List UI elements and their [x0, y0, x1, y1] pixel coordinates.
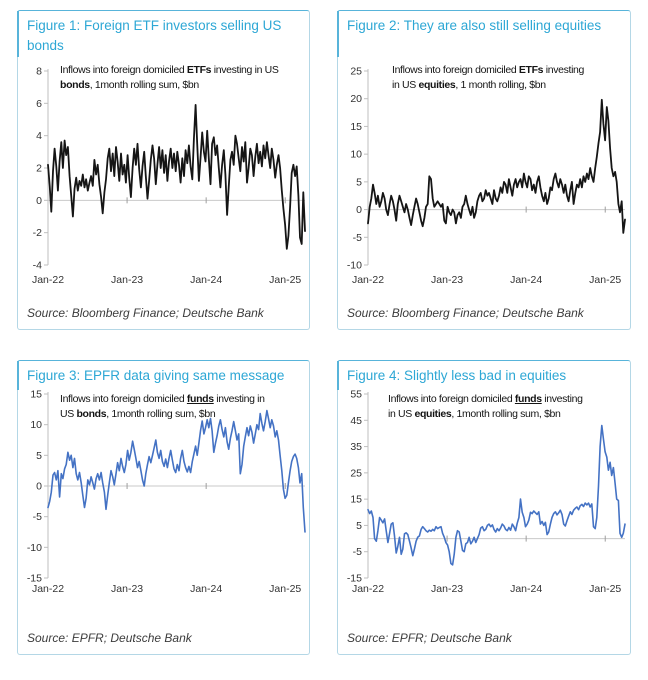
svg-text:Jan-23: Jan-23 [431, 274, 464, 286]
svg-text:15: 15 [350, 493, 362, 506]
svg-text:6: 6 [36, 97, 42, 110]
svg-text:-5: -5 [352, 546, 362, 559]
figure-4-source: Source: EPFR; Deutsche Bank [347, 631, 512, 645]
svg-text:0: 0 [36, 480, 42, 493]
svg-text:35: 35 [350, 441, 362, 454]
svg-text:Jan-22: Jan-22 [351, 583, 385, 595]
svg-text:Jan-25: Jan-25 [269, 274, 302, 286]
svg-text:Jan-24: Jan-24 [510, 583, 543, 595]
svg-text:25: 25 [350, 65, 362, 78]
svg-text:Jan-22: Jan-22 [31, 583, 65, 595]
svg-text:15: 15 [30, 390, 42, 401]
figure-1-title [17, 11, 309, 57]
svg-text:Jan-23: Jan-23 [111, 583, 144, 595]
svg-text:-10: -10 [26, 541, 42, 554]
svg-text:25: 25 [350, 467, 362, 480]
svg-text:-5: -5 [32, 511, 42, 524]
svg-text:Jan-23: Jan-23 [431, 583, 464, 595]
svg-text:-5: -5 [352, 231, 362, 244]
figure-1-source: Source: Bloomberg Finance; Deutsche Bank [27, 306, 264, 320]
svg-text:Jan-22: Jan-22 [31, 274, 65, 286]
figure-4-subtitle: Inflows into foreign domiciled funds investing in US equities, 1month rolling sum, $bn [388, 393, 583, 420]
figure-3-subtitle: Inflows into foreign domiciled funds investing in US bonds, 1month rolling sum, $bn [60, 393, 265, 420]
figure-4-panel [337, 360, 631, 655]
figure-3-panel [17, 360, 310, 655]
figure-3-source: Source: EPFR; Deutsche Bank [27, 631, 192, 645]
figure-1-line-chart [18, 57, 309, 301]
svg-text:15: 15 [350, 120, 362, 133]
svg-text:55: 55 [350, 390, 362, 401]
figure-1-panel [17, 10, 310, 330]
figure-4-line-chart [338, 390, 629, 605]
figure-title-text: Figure 2: They are also still selling equities [347, 18, 602, 33]
svg-text:5: 5 [356, 176, 362, 189]
svg-text:2: 2 [36, 162, 42, 175]
svg-text:Jan-23: Jan-23 [111, 274, 144, 286]
svg-text:Jan-24: Jan-24 [190, 583, 223, 595]
figure-3-title [17, 361, 309, 390]
svg-text:5: 5 [356, 519, 362, 532]
svg-text:20: 20 [350, 93, 362, 106]
svg-text:Jan-25: Jan-25 [589, 274, 622, 286]
figure-1-subtitle: Inflows into foreign domiciled ETFs investing in US bonds, 1month rolling sum, $bn [60, 64, 279, 91]
figure-2-subtitle: Inflows into foreign domiciled ETFs investing in US equities, 1 month rolling, $bn [392, 64, 585, 91]
svg-text:-2: -2 [32, 227, 42, 240]
svg-text:Jan-22: Jan-22 [351, 274, 385, 286]
figure-3-line-chart [18, 390, 309, 605]
figure-title-text: Figure 1: Foreign ETF investors selling US bonds [27, 18, 282, 54]
svg-text:0: 0 [356, 204, 362, 217]
svg-text:10: 10 [350, 148, 362, 161]
svg-text:-15: -15 [346, 572, 362, 585]
svg-text:-4: -4 [32, 259, 42, 272]
svg-text:5: 5 [36, 449, 42, 462]
svg-text:8: 8 [36, 65, 42, 78]
svg-text:-15: -15 [26, 572, 42, 585]
figure-2-source: Source: Bloomberg Finance; Deutsche Bank [347, 306, 584, 320]
svg-text:Jan-24: Jan-24 [510, 274, 543, 286]
figure-2-line-chart [338, 57, 629, 301]
svg-text:0: 0 [36, 194, 42, 207]
figure-title-text: Figure 4: Slightly less bad in equities [347, 368, 567, 383]
figure-2-title [337, 11, 630, 57]
figure-4-title [337, 361, 630, 390]
svg-text:Jan-25: Jan-25 [589, 583, 622, 595]
svg-text:45: 45 [350, 414, 362, 427]
svg-text:-10: -10 [346, 259, 362, 272]
svg-text:10: 10 [30, 419, 42, 432]
svg-text:Jan-25: Jan-25 [269, 583, 302, 595]
svg-text:Jan-24: Jan-24 [190, 274, 223, 286]
svg-text:4: 4 [36, 130, 42, 143]
figure-title-text: Figure 3: EPFR data giving same message [27, 368, 285, 383]
figure-2-panel [337, 10, 631, 330]
